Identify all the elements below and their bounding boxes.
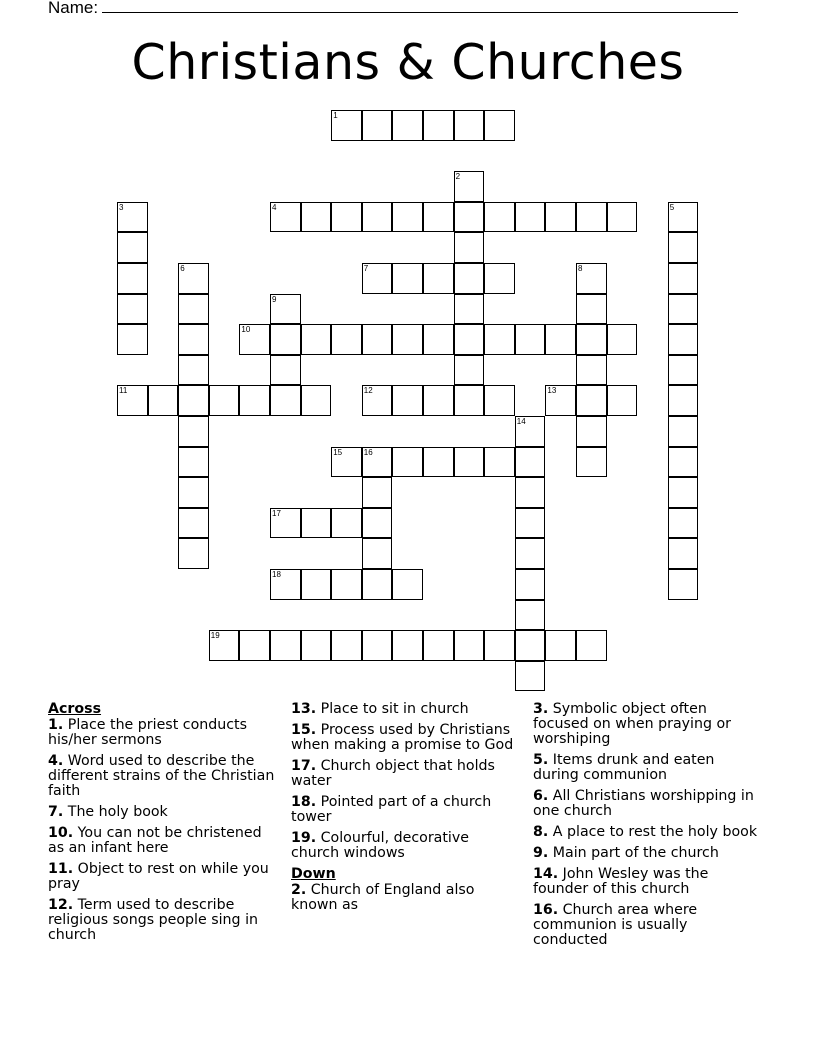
grid-cell[interactable] (331, 202, 362, 233)
clue-item-text: Church area where communion is usually conducted (533, 902, 698, 948)
grid-cell[interactable] (545, 385, 576, 416)
grid-cell[interactable] (423, 447, 454, 478)
clue-item-text: You can not be christened as an infant here (48, 825, 262, 856)
clue-item-text: The holy book (63, 804, 168, 820)
grid-cell[interactable] (331, 569, 362, 600)
grid-cell[interactable] (515, 630, 546, 661)
grid-cell[interactable] (117, 263, 148, 294)
clue-item-number: 15. (291, 722, 317, 738)
grid-cell[interactable] (607, 385, 638, 416)
grid-cell[interactable] (515, 538, 546, 569)
clue-item (533, 753, 761, 783)
grid-cell[interactable] (668, 385, 699, 416)
clue-item (291, 831, 519, 861)
clue-number: 14 (516, 417, 526, 426)
grid-cell[interactable] (239, 385, 270, 416)
grid-cell[interactable] (668, 294, 699, 325)
clue-item (291, 759, 519, 789)
grid-cell[interactable] (392, 630, 423, 661)
grid-cell[interactable] (178, 385, 209, 416)
grid-cell[interactable] (209, 630, 240, 661)
grid-cell[interactable] (117, 202, 148, 233)
grid-cell[interactable] (668, 477, 699, 508)
grid-cell[interactable] (576, 385, 607, 416)
across-clue-list-continued (291, 702, 519, 861)
grid-cell[interactable] (423, 324, 454, 355)
grid-cell[interactable] (301, 385, 332, 416)
clue-number: 5 (669, 202, 675, 212)
clue-number: 15 (333, 447, 343, 457)
grid-cell[interactable] (454, 447, 485, 478)
clue-number: 17 (272, 508, 281, 518)
grid-cell[interactable] (576, 263, 607, 294)
grid-cell[interactable] (515, 202, 546, 233)
grid-cell[interactable] (392, 447, 423, 478)
down-clue-list-continued (533, 702, 761, 948)
clue-item-text: Word used to describe the different strains of the Christian faith (48, 753, 275, 799)
grid-cell[interactable] (117, 385, 148, 416)
clue-item-text: Church object that holds water (291, 758, 495, 789)
grid-cell[interactable] (301, 508, 332, 539)
clue-item-text: John Wesley was the founder of this church (533, 866, 709, 897)
grid-cell[interactable] (668, 569, 699, 600)
clue-item-text: A place to rest the holy book (548, 824, 758, 840)
clue-item (533, 903, 761, 948)
clue-item-number: 8. (533, 824, 549, 840)
clue-item-number: 3. (533, 701, 549, 717)
clue-item-text: Main part of the church (548, 845, 719, 861)
grid-cell[interactable] (423, 202, 454, 233)
clue-number: 19 (210, 631, 220, 641)
clue-item (533, 825, 761, 840)
clue-number: 3 (119, 202, 124, 212)
grid-cell[interactable] (484, 202, 515, 233)
grid-cell[interactable] (454, 171, 485, 202)
grid-cell[interactable] (362, 202, 393, 233)
grid-cell[interactable] (484, 263, 515, 294)
clue-item (533, 867, 761, 897)
clue-item-text: Pointed part of a church tower (291, 794, 492, 825)
grid-cell[interactable] (576, 447, 607, 478)
grid-cell[interactable] (331, 110, 362, 141)
grid-cell[interactable] (362, 447, 393, 478)
clue-item (48, 826, 278, 856)
clue-item (291, 723, 519, 753)
clue-item-number: 1. (48, 717, 64, 733)
grid-cell[interactable] (454, 294, 485, 325)
grid-cell[interactable] (270, 508, 301, 539)
grid-cell[interactable] (362, 538, 393, 569)
grid-cell[interactable] (148, 385, 179, 416)
clue-item (533, 846, 761, 861)
grid-cell[interactable] (668, 232, 699, 263)
grid-cell[interactable] (454, 232, 485, 263)
clue-item-number: 5. (533, 752, 549, 768)
clue-item (533, 789, 761, 819)
clue-item-number: 4. (48, 753, 64, 769)
clue-number: 2 (455, 172, 461, 182)
grid-cell[interactable] (178, 477, 209, 508)
grid-cell[interactable] (362, 324, 393, 355)
grid-cell[interactable] (484, 447, 515, 478)
grid-cell[interactable] (392, 324, 423, 355)
grid-cell[interactable] (178, 447, 209, 478)
grid-cell[interactable] (668, 447, 699, 478)
grid-cell[interactable] (576, 294, 607, 325)
grid-cell[interactable] (423, 385, 454, 416)
grid-cell[interactable] (178, 263, 209, 294)
grid-cell[interactable] (515, 508, 546, 539)
clues-column-1 (48, 702, 278, 949)
clue-item (48, 898, 278, 943)
grid-cell[interactable] (392, 385, 423, 416)
clue-item-number: 2. (291, 882, 307, 898)
clue-item (291, 702, 519, 717)
grid-cell[interactable] (668, 416, 699, 447)
clue-item (533, 702, 761, 747)
grid-cell[interactable] (178, 355, 209, 386)
grid-cell[interactable] (362, 263, 393, 294)
grid-cell[interactable] (576, 355, 607, 386)
clues-column-3 (533, 702, 761, 954)
clue-number: 8 (578, 264, 583, 273)
clue-number: 4 (272, 202, 277, 212)
across-heading: Across (48, 701, 102, 717)
clue-item-number: 9. (533, 845, 549, 861)
grid-cell[interactable] (515, 569, 546, 600)
grid-cell[interactable] (301, 202, 332, 233)
clue-item (291, 883, 519, 913)
grid-cell[interactable] (668, 202, 699, 233)
grid-cell[interactable] (117, 324, 148, 355)
clue-item-text: Items drunk and eaten during communion (533, 752, 715, 783)
clue-item-number: 16. (533, 902, 559, 918)
clue-number: 10 (241, 325, 251, 335)
grid-cell[interactable] (515, 600, 546, 631)
grid-cell[interactable] (178, 508, 209, 539)
clue-item-number: 12. (48, 897, 74, 913)
grid-cell[interactable] (454, 263, 485, 294)
clue-item-text: All Christians worshipping in one church (533, 788, 754, 819)
grid-cell[interactable] (270, 569, 301, 600)
clue-item (48, 754, 278, 799)
clue-item-text: Process used by Christians when making a promise to God (291, 722, 514, 753)
clue-item (48, 718, 278, 748)
grid-cell[interactable] (270, 385, 301, 416)
clue-item-number: 18. (291, 794, 317, 810)
clue-item-text: Place to sit in church (316, 701, 469, 717)
clue-number: 18 (272, 570, 281, 579)
grid-cell[interactable] (239, 630, 270, 661)
grid-cell[interactable] (331, 324, 362, 355)
clue-number: 6 (180, 264, 185, 273)
grid-cell[interactable] (545, 630, 576, 661)
clue-number: 12 (363, 386, 373, 396)
grid-cell[interactable] (423, 263, 454, 294)
grid-cell[interactable] (607, 202, 638, 233)
grid-cell[interactable] (668, 324, 699, 355)
clues-column-2 (291, 702, 519, 919)
grid-cell[interactable] (270, 355, 301, 386)
clue-item-number: 11. (48, 861, 74, 877)
grid-cell[interactable] (178, 324, 209, 355)
grid-cell[interactable] (515, 324, 546, 355)
clue-item-text: Church of England also known as (291, 882, 475, 913)
grid-cell[interactable] (117, 294, 148, 325)
name-label: Name: (48, 0, 99, 17)
grid-cell[interactable] (454, 202, 485, 233)
clue-number: 13 (547, 386, 557, 396)
grid-cell[interactable] (576, 416, 607, 447)
grid-cell[interactable] (270, 630, 301, 661)
grid-cell[interactable] (454, 110, 485, 141)
clue-item (291, 795, 519, 825)
grid-cell[interactable] (576, 630, 607, 661)
down-clue-list (291, 883, 519, 913)
clue-number: 1 (333, 111, 338, 120)
down-heading: Down (291, 866, 336, 882)
clue-item-number: 13. (291, 701, 317, 717)
clue-item-number: 6. (533, 788, 549, 804)
grid-cell[interactable] (362, 477, 393, 508)
grid-cell[interactable] (454, 385, 485, 416)
clue-item-number: 17. (291, 758, 317, 774)
clue-item (48, 862, 278, 892)
grid-cell[interactable] (668, 538, 699, 569)
grid-cell[interactable] (392, 263, 423, 294)
grid-cell[interactable] (423, 110, 454, 141)
grid-cell[interactable] (270, 324, 301, 355)
clue-item-number: 7. (48, 804, 64, 820)
grid-cell[interactable] (515, 416, 546, 447)
grid-cell[interactable] (454, 355, 485, 386)
grid-cell[interactable] (331, 630, 362, 661)
grid-cell[interactable] (362, 569, 393, 600)
clue-number: 7 (363, 264, 369, 273)
grid-cell[interactable] (515, 447, 546, 478)
clue-number: 16 (363, 447, 373, 457)
grid-cell[interactable] (515, 661, 546, 692)
grid-cell[interactable] (484, 385, 515, 416)
grid-cell[interactable] (484, 110, 515, 141)
grid-cell[interactable] (178, 294, 209, 325)
clue-item-text: Symbolic object often focused on when praying or worshiping (533, 701, 732, 747)
grid-cell[interactable] (668, 263, 699, 294)
grid-cell[interactable] (270, 294, 301, 325)
clue-item-number: 14. (533, 866, 559, 882)
grid-cell[interactable] (331, 508, 362, 539)
grid-cell[interactable] (362, 508, 393, 539)
grid-cell[interactable] (392, 110, 423, 141)
grid-cell[interactable] (239, 324, 270, 355)
grid-cell[interactable] (331, 447, 362, 478)
clue-item-number: 19. (291, 830, 317, 846)
grid-cell[interactable] (270, 202, 301, 233)
grid-cell[interactable] (576, 324, 607, 355)
clue-item-text: Colourful, decorative church windows (291, 830, 470, 861)
grid-cell[interactable] (607, 324, 638, 355)
grid-cell[interactable] (362, 110, 393, 141)
clue-item (48, 805, 278, 820)
grid-cell[interactable] (117, 232, 148, 263)
grid-cell[interactable] (301, 630, 332, 661)
grid-cell[interactable] (484, 324, 515, 355)
grid-cell[interactable] (209, 385, 240, 416)
clue-number: 11 (119, 386, 128, 396)
grid-cell[interactable] (178, 416, 209, 447)
grid-cell[interactable] (454, 324, 485, 355)
grid-cell[interactable] (545, 202, 576, 233)
grid-cell[interactable] (423, 630, 454, 661)
grid-cell[interactable] (454, 630, 485, 661)
across-clue-list (48, 718, 278, 943)
grid-cell[interactable] (362, 385, 393, 416)
clue-number: 9 (272, 294, 277, 304)
grid-cell[interactable] (392, 202, 423, 233)
grid-cell[interactable] (515, 477, 546, 508)
grid-cell[interactable] (668, 355, 699, 386)
grid-cell[interactable] (362, 630, 393, 661)
grid-cell[interactable] (392, 569, 423, 600)
grid-cell[interactable] (576, 202, 607, 233)
clue-item-text: Term used to describe religious songs people sing in church (48, 897, 258, 943)
page-title: Christians & Churches (131, 34, 685, 91)
clue-item-text: Object to rest on while you pray (48, 861, 269, 892)
clue-item-number: 10. (48, 825, 74, 841)
grid-cell[interactable] (484, 630, 515, 661)
grid-cell[interactable] (301, 569, 332, 600)
grid-cell[interactable] (668, 508, 699, 539)
grid-cell[interactable] (178, 538, 209, 569)
grid-cell[interactable] (545, 324, 576, 355)
grid-cell[interactable] (301, 324, 332, 355)
clue-item-text: Place the priest conducts his/her sermons (48, 717, 247, 748)
